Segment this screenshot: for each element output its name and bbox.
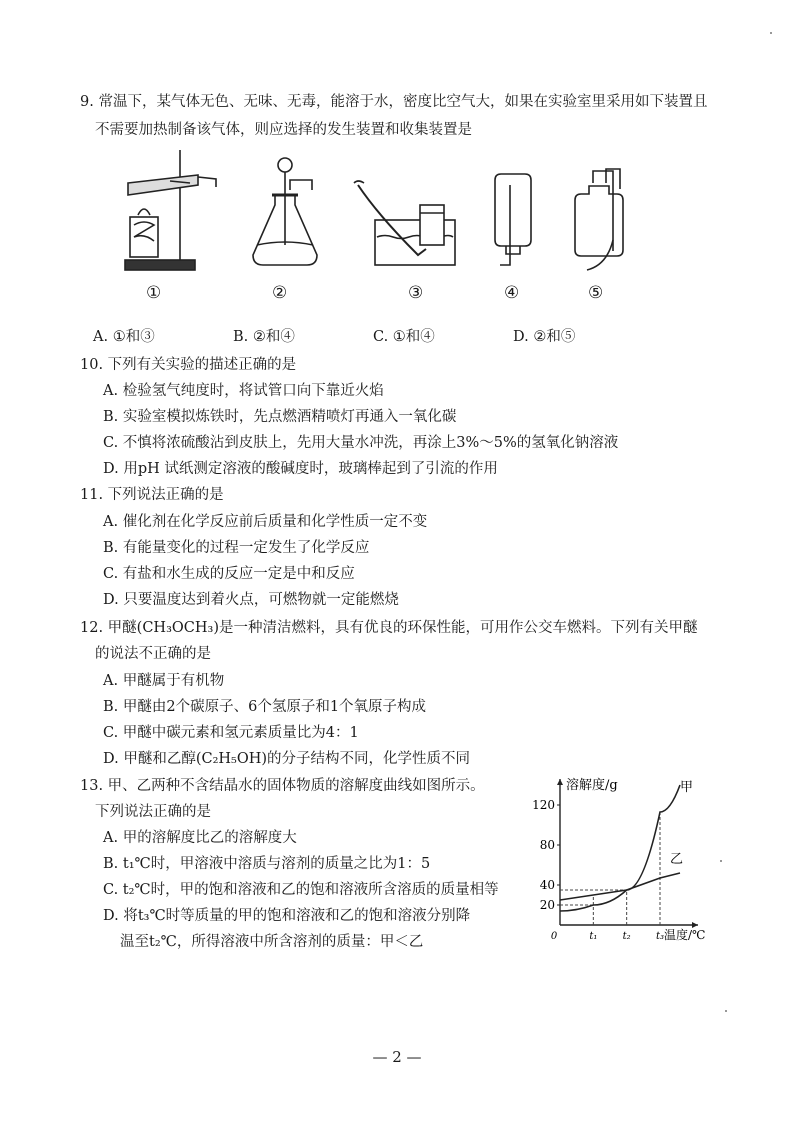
- apparatus-label-4: ④: [504, 283, 520, 303]
- y-axis-arrow-icon: [557, 779, 563, 785]
- y-tick-label: 80: [539, 838, 555, 852]
- apparatus-4-bottle-icon: [495, 174, 531, 265]
- q13-option-c[interactable]: C. t₂℃时，甲的饱和溶液和乙的饱和溶液所含溶质的质量相等: [103, 882, 499, 898]
- q11-option-d[interactable]: D. 只要温度达到着火点，可燃物就一定能燃烧: [103, 592, 399, 608]
- q11-option-a[interactable]: A. 催化剂在化学反应前后质量和化学性质一定不变: [103, 514, 428, 530]
- page-number: — 2 —: [372, 1048, 422, 1066]
- series-curve-jia: [560, 785, 680, 911]
- scan-speck: [725, 1010, 727, 1012]
- apparatus-label-2: ②: [272, 283, 288, 303]
- q10-option-c[interactable]: C. 不慎将浓硫酸沾到皮肤上，先用大量水冲洗，再涂上3%～5%的氢氧化钠溶液: [103, 435, 619, 451]
- x-tick-label: t₃: [655, 931, 665, 942]
- q10-option-b[interactable]: B. 实验室模拟炼铁时，先点燃酒精喷灯再通入一氧化碳: [103, 409, 457, 425]
- q11-stem: 11. 下列说法正确的是: [80, 487, 224, 503]
- scan-speck: [720, 860, 722, 862]
- y-tick-label: 20: [539, 898, 555, 912]
- x-tick-label: t₂: [622, 931, 631, 942]
- q13-stem-line2: 下列说法正确的是: [95, 804, 211, 820]
- apparatus-label-1: ①: [146, 283, 162, 303]
- q9-stem-line2: 不需要加热制备该气体，则应选择的发生装置和收集装置是: [95, 122, 472, 138]
- apparatus-label-3: ③: [408, 283, 424, 303]
- x-tick-label: t₁: [589, 931, 598, 942]
- scan-speck: [770, 32, 772, 34]
- q12-stem-line2: 的说法不正确的是: [95, 646, 211, 662]
- solubility-curve-chart: [520, 775, 705, 945]
- apparatus-2-flask-icon: [253, 158, 317, 265]
- q11-option-b[interactable]: B. 有能量变化的过程一定发生了化学反应: [103, 540, 370, 556]
- q10-option-d[interactable]: D. 用pH 试纸测定溶液的酸碱度时，玻璃棒起到了引流的作用: [103, 461, 498, 477]
- q13-option-d[interactable]: D. 将t₃℃时等质量的甲的饱和溶液和乙的饱和溶液分别降: [103, 908, 471, 924]
- q9-option-c[interactable]: C. ①和④: [373, 329, 435, 345]
- y-tick-label: 40: [539, 878, 555, 892]
- q12-option-a[interactable]: A. 甲醚属于有机物: [103, 673, 225, 689]
- q13-option-b[interactable]: B. t₁℃时，甲溶液中溶质与溶剂的质量之比为1：5: [103, 856, 431, 872]
- apparatus-label-5: ⑤: [588, 283, 604, 303]
- q10-option-a[interactable]: A. 检验氢气纯度时，将试管口向下靠近火焰: [103, 383, 384, 399]
- chart-guide-lines: [560, 812, 660, 925]
- apparatus-illustrations: [110, 145, 630, 280]
- q12-option-c[interactable]: C. 甲醚中碳元素和氢元素质量比为4：1: [103, 725, 359, 741]
- q9-options: [93, 325, 653, 346]
- y-tick-label: 120: [532, 798, 555, 812]
- q12-option-d[interactable]: D. 甲醚和乙醇(C₂H₅OH)的分子结构不同，化学性质不同: [103, 751, 471, 767]
- chart-series: [560, 785, 680, 911]
- x-tick-label: 0: [550, 931, 558, 942]
- apparatus-5-bottle-icon: [575, 169, 623, 270]
- series-label: 乙: [670, 852, 684, 867]
- q12-option-b[interactable]: B. 甲醚由2个碳原子、6个氢原子和1个氧原子构成: [103, 699, 427, 715]
- q13-option-d-cont: 温至t₂℃，所得溶液中所含溶剂的质量：甲＜乙: [120, 934, 424, 950]
- q9-stem-line1: 9. 常温下，某气体无色、无味、无毒，能溶于水，密度比空气大，如果在实验室里采用如下装置且: [80, 94, 708, 110]
- x-axis-label: 温度/℃: [664, 928, 705, 942]
- q11-option-c[interactable]: C. 有盐和水生成的反应一定是中和反应: [103, 566, 355, 582]
- q10-stem: 10. 下列有关实验的描述正确的是: [80, 357, 297, 373]
- q9-option-a[interactable]: A. ①和③: [93, 329, 155, 345]
- series-label: 甲: [680, 780, 694, 795]
- q13-stem-line1: 13. 甲、乙两种不含结晶水的固体物质的溶解度曲线如图所示。: [80, 778, 485, 794]
- apparatus-3-water-trough-icon: [354, 181, 455, 265]
- chart-labels: [532, 777, 705, 942]
- apparatus-1-heating-tube-icon: [125, 150, 216, 270]
- q9-option-d[interactable]: D. ②和⑤: [513, 329, 576, 345]
- q12-stem-line1: 12. 甲醚(CH₃OCH₃)是一种清洁燃料，具有优良的环保性能，可用作公交车燃料。下列有关甲醚: [80, 620, 698, 636]
- q13-option-a[interactable]: A. 甲的溶解度比乙的溶解度大: [103, 830, 297, 846]
- q9-option-b[interactable]: B. ②和④: [233, 329, 295, 345]
- y-axis-label: 溶解度/g: [566, 778, 618, 793]
